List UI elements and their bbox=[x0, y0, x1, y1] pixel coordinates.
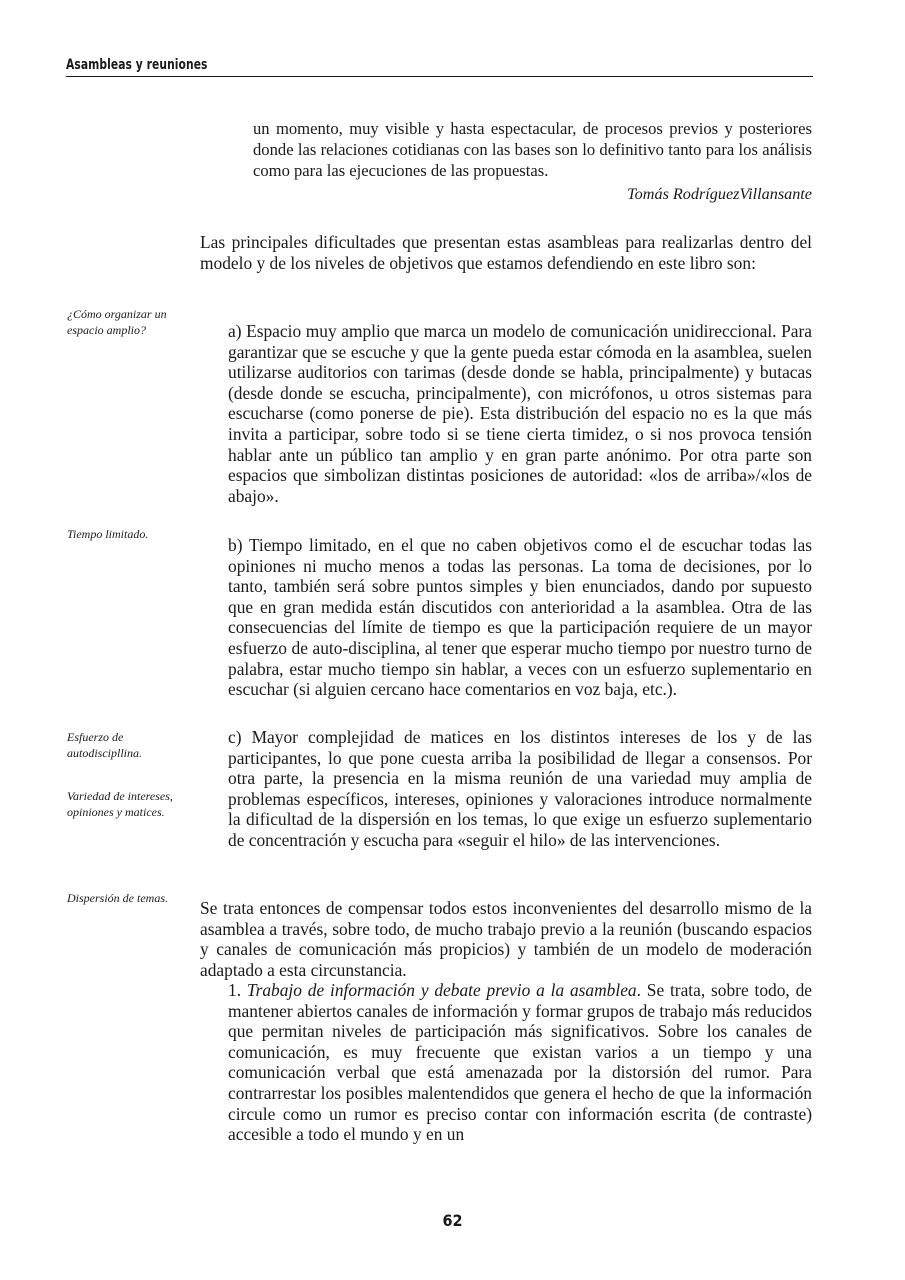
item-text: . Se trata, sobre todo, de mantener abiertos canales de información y formar grupos de trabajo más reducidos que permitan niveles de participación más significativos. Sobre los canales de comunicación, es muy frecuente que existan varios a un tiempo y una comunicación verbal que está amenazada por la distorsión del rumor. Para contrarrestar los posibles malentendidos que genera el hecho de que la información circule como un rumor es preciso contar con información escrita (de contraste) accesible a todo el mundo y en un bbox=[228, 980, 812, 1145]
intro-paragraph: Las principales dificultades que presentan estas asambleas para realizarlas dentro del modelo y de los niveles de objetivos que estamos defendiendo en este libro son: bbox=[200, 232, 812, 273]
list-item-c: c) Mayor complejidad de matices en los distintos intereses de los y de las participantes, lo que pone cuesta arriba la posibilidad de llegar a consensos. Por otra parte, la presencia en la misma reunión de una variedad muy amplia de problemas específicos, intereses, opiniones y valoraciones introduce normalmente la dificultad de la dispersión en los temas, lo que exige un esfuerzo suplementario de concentración y escucha para «seguir el hilo» de las intervenciones. bbox=[228, 727, 812, 850]
item-heading: Trabajo de información y debate previo a la asamblea bbox=[246, 980, 637, 1000]
margin-note: ¿Cómo organizar un espacio amplio? bbox=[67, 307, 167, 338]
summary-paragraph: Se trata entonces de compensar todos estos inconvenientes del desarrollo mismo de la asamblea a través, sobre todo, de mucho trabajo previo a la reunión (buscando espacios y canales de comunicación más propicios) y también de un modelo de moderación adaptado a esta circunstancia. bbox=[200, 898, 812, 980]
item-number: 1. bbox=[228, 980, 247, 1000]
list-item-b: b) Tiempo limitado, en el que no caben objetivos como el de escuchar todas las opiniones ni mucho menos a todas las personas. La toma de decisiones, por lo tanto, también será sobre puntos simples y bien enunciados, dando por supuesto que en gran medida están discutidos con anterioridad a la asamblea. Otra de las consecuencias del límite de tiempo es que la participación requiere de un mayor esfuerzo de auto-disciplina, al tener que esperar mucho tiempo por nuestro turno de palabra, estar mucho tiempo sin hablar, a veces con un esfuerzo suplementario en escuchar (si alguien cercano hace comentarios en voz baja, etc.). bbox=[228, 535, 812, 700]
running-head: Asambleas y reuniones bbox=[66, 57, 208, 73]
epigraph-quote: un momento, muy visible y hasta espectacular, de procesos previos y posteriores donde las relaciones cotidianas con las bases son lo definitivo tanto para los análisis como para las ejecuciones de las propuestas. bbox=[253, 119, 812, 180]
list-item-a: a) Espacio muy amplio que marca un modelo de comunicación unidireccional. Para garantizar que se escuche y que la gente pueda estar cómoda en la asamblea, suelen utilizarse auditorios con tarimas (desde donde se habla, principalmente) y butacas (desde donde se escucha, principalmente), con micrófonos, u otros sistemas para escucharse (como ponerse de pie). Esta distribución del espacio no es la que más invita a participar, sobre todo si se tiene cierta timidez, o si nos provoca tensión hablar ante un público tan amplio y en gran parte anónimo. Por otra parte son espacios que simbolizan distintas posiciones de autoridad: «los de arriba»/«los de abajo». bbox=[228, 321, 812, 506]
margin-note: Variedad de intereses, opiniones y matices. bbox=[67, 789, 173, 820]
margin-note: Esfuerzo de autodiscipllina. bbox=[67, 730, 142, 761]
margin-note: Dispersión de temas. bbox=[67, 891, 168, 905]
margin-note: Tiempo limitado. bbox=[67, 527, 149, 541]
quote-attribution: Tomás RodríguezVillansante bbox=[627, 185, 812, 203]
header-rule bbox=[66, 76, 813, 77]
numbered-item-1 bbox=[228, 980, 812, 1145]
page-number: 62 bbox=[442, 1211, 463, 1230]
